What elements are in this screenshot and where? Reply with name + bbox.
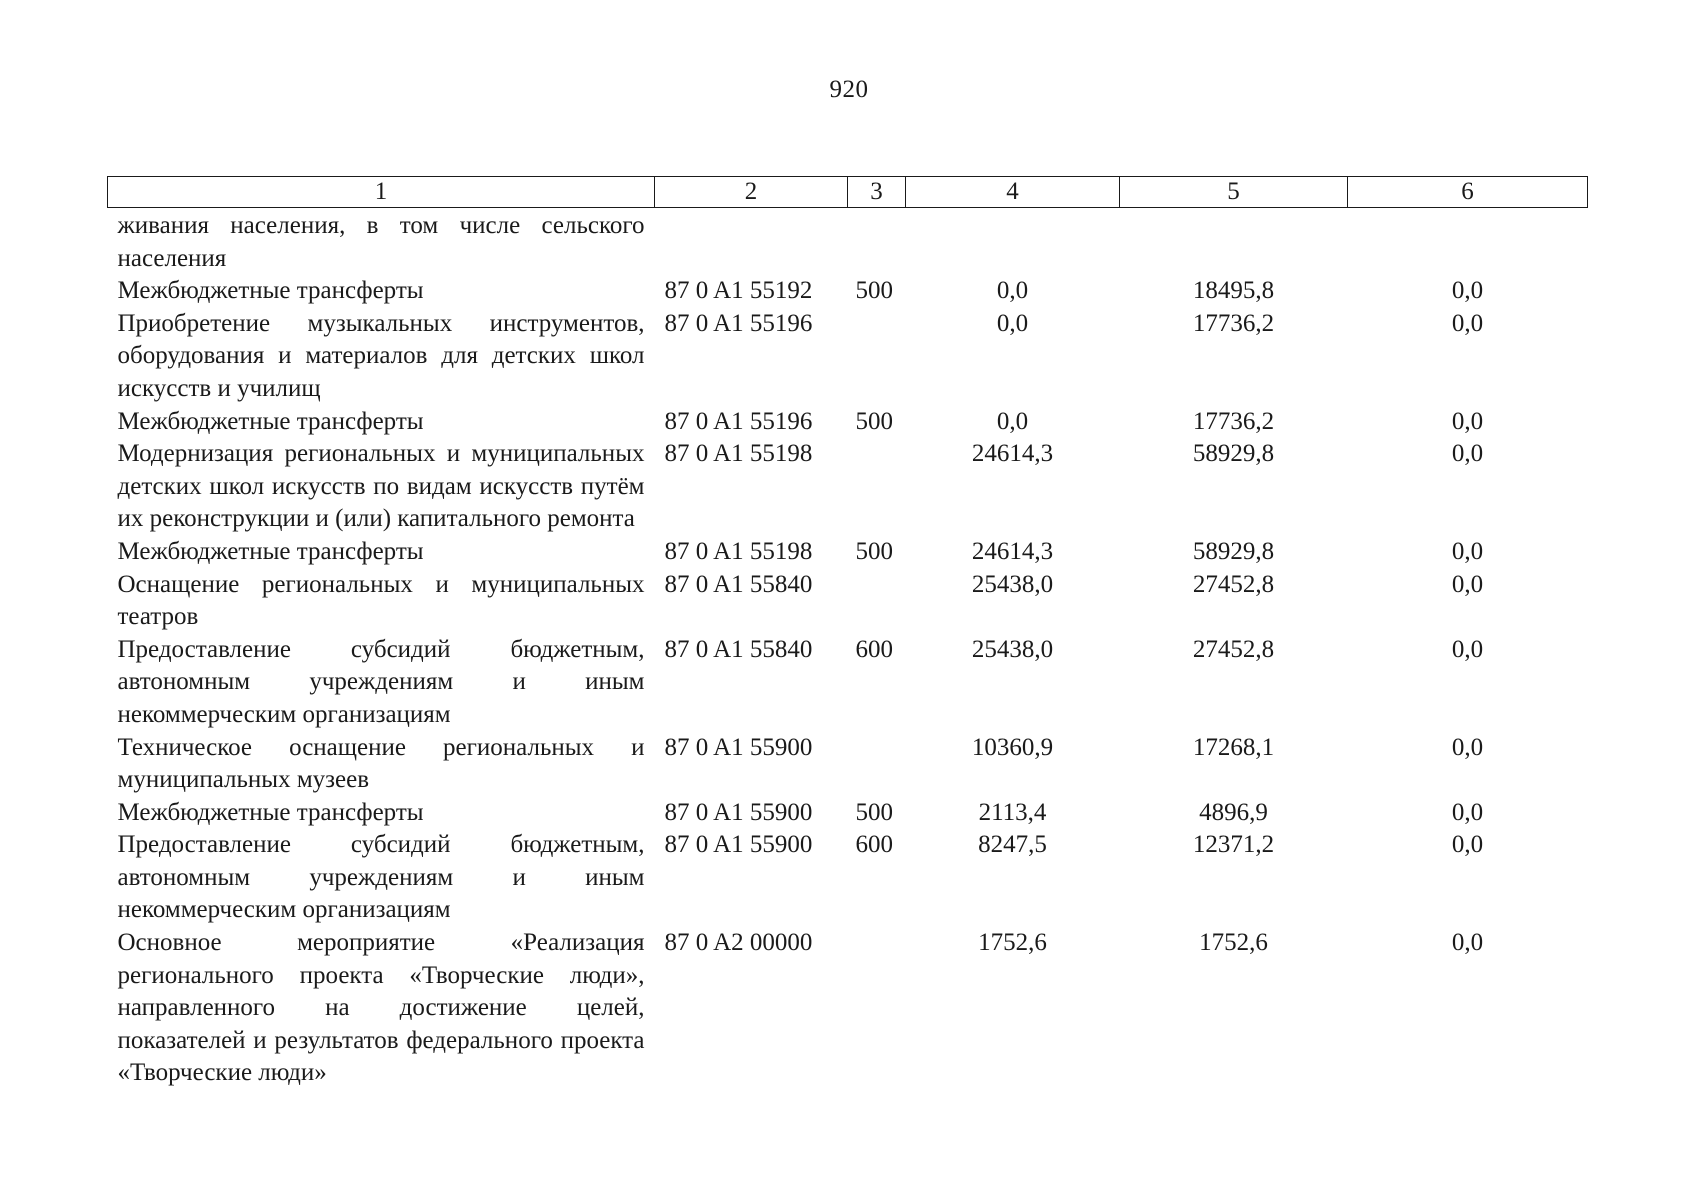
- header-row: [108, 177, 1588, 208]
- row-value-col6: 0,0: [1451, 929, 1484, 957]
- header-col-5: 5: [1120, 177, 1348, 208]
- row-value-col6: 0,0: [1451, 440, 1484, 468]
- table-row: [108, 406, 1588, 439]
- row-value-col6: 0,0: [1451, 277, 1484, 305]
- table-row: [108, 797, 1588, 830]
- row-name: Предоставление субсидий бюджетным, автономным учреждениям и иным некоммерческим организациям: [117, 635, 645, 728]
- row-value-col4: 8247,5: [978, 831, 1047, 859]
- row-expense-type: 500: [855, 537, 893, 565]
- table-body: [108, 208, 1588, 1091]
- row-value-col5: 17736,2: [1192, 407, 1275, 435]
- page-number: 920: [829, 76, 869, 103]
- row-code: 87 0 A1 55840: [664, 635, 813, 663]
- row-expense-type: 600: [855, 635, 893, 663]
- table-row: [108, 732, 1588, 797]
- row-expense-type: [848, 438, 906, 536]
- row-value-col6: 0,0: [1451, 798, 1484, 826]
- row-name: Оснащение региональных и муниципальных театров: [117, 570, 645, 631]
- table-row: [108, 634, 1588, 732]
- row-code: 87 0 A1 55198: [664, 440, 813, 468]
- row-code: 87 0 A1 55192: [664, 277, 813, 305]
- table-row: [108, 208, 1588, 276]
- row-value-col5: 17736,2: [1192, 309, 1275, 337]
- header-col-3: 3: [848, 177, 906, 208]
- table-row: [108, 829, 1588, 927]
- table-row: [108, 927, 1588, 1090]
- row-code: 87 0 A1 55196: [664, 309, 813, 337]
- row-value-col4: 0,0: [996, 407, 1029, 435]
- row-value-col6: 0,0: [1451, 407, 1484, 435]
- row-value-col5: 12371,2: [1192, 831, 1275, 859]
- table-row: [108, 438, 1588, 536]
- row-value-col6: 0,0: [1451, 537, 1484, 565]
- row-value-col5: 1752,6: [1199, 929, 1268, 957]
- row-name: Модернизация региональных и муниципальных детских школ искусств по видам искусств путём их реконструкции и (или) капитального ремонта: [117, 440, 645, 533]
- row-value-col4: 24614,3: [971, 537, 1054, 565]
- row-expense-type: [848, 308, 906, 406]
- row-name: живания населения, в том числе сельского населения: [117, 212, 645, 272]
- row-code: 87 0 A1 55900: [664, 798, 813, 826]
- row-name: Межбюджетные трансферты: [117, 537, 424, 565]
- header-col-4: 4: [906, 177, 1120, 208]
- table-row: [108, 569, 1588, 634]
- row-value-col4: 2113,4: [978, 798, 1047, 826]
- row-name: Предоставление субсидий бюджетным, автономным учреждениям и иным некоммерческим организациям: [117, 831, 645, 924]
- row-value-col5: 18495,8: [1192, 277, 1275, 305]
- row-code: 87 0 A1 55196: [664, 407, 813, 435]
- row-expense-type: 500: [855, 798, 893, 826]
- row-value-col5: 58929,8: [1192, 440, 1275, 468]
- row-name: Приобретение музыкальных инструментов, оборудования и материалов для детских школ искусств и училищ: [117, 309, 645, 402]
- row-expense-type: [848, 569, 906, 634]
- row-value-col6: 0,0: [1451, 733, 1484, 761]
- row-value-col4: 10360,9: [971, 733, 1054, 761]
- row-value-col4: 1752,6: [978, 929, 1047, 957]
- row-value-col6: 0,0: [1451, 635, 1484, 663]
- header-col-1: 1: [108, 177, 655, 208]
- row-expense-type: [848, 732, 906, 797]
- row-name: Межбюджетные трансферты: [117, 407, 424, 435]
- header-col-6: 6: [1348, 177, 1588, 208]
- row-value-col5: 27452,8: [1192, 635, 1275, 663]
- row-value-col6: 0,0: [1451, 831, 1484, 859]
- row-expense-type: 600: [855, 831, 893, 859]
- row-code: 87 0 A1 55840: [664, 570, 813, 598]
- budget-table: [107, 176, 1588, 1090]
- row-expense-type: 500: [855, 407, 893, 435]
- row-expense-type: 500: [855, 277, 893, 305]
- row-value-col4: [906, 208, 1120, 276]
- row-name: Межбюджетные трансферты: [117, 277, 424, 305]
- header-col-2: 2: [655, 177, 848, 208]
- row-code: [655, 208, 848, 276]
- row-expense-type: [848, 208, 906, 276]
- row-value-col6: [1348, 208, 1588, 276]
- row-expense-type: [848, 927, 906, 1090]
- row-value-col4: 25438,0: [971, 635, 1054, 663]
- row-value-col5: 4896,9: [1199, 798, 1268, 826]
- row-value-col5: 17268,1: [1192, 733, 1275, 761]
- row-value-col4: 24614,3: [971, 440, 1054, 468]
- table-row: [108, 275, 1588, 308]
- row-value-col4: 25438,0: [971, 570, 1054, 598]
- row-value-col4: 0,0: [996, 309, 1029, 337]
- row-value-col5: 58929,8: [1192, 537, 1275, 565]
- row-value-col5: 27452,8: [1192, 570, 1275, 598]
- table-row: [108, 536, 1588, 569]
- row-name: Основное мероприятие «Реализация регионального проекта «Творческие люди», направленного на достижение целей, показателей и результатов федерального проекта «Творческие люди»: [117, 929, 645, 1087]
- row-value-col6: 0,0: [1451, 570, 1484, 598]
- row-value-col5: [1120, 208, 1348, 276]
- row-code: 87 0 A1 55198: [664, 537, 813, 565]
- row-code: 87 0 A2 00000: [664, 929, 813, 957]
- row-value-col6: 0,0: [1451, 309, 1484, 337]
- row-name: Техническое оснащение региональных и муниципальных музеев: [117, 733, 645, 794]
- row-code: 87 0 A1 55900: [664, 733, 813, 761]
- row-value-col4: 0,0: [996, 277, 1029, 305]
- row-name: Межбюджетные трансферты: [117, 798, 424, 826]
- table-header: [108, 177, 1588, 208]
- row-code: 87 0 A1 55900: [664, 831, 813, 859]
- table-row: [108, 308, 1588, 406]
